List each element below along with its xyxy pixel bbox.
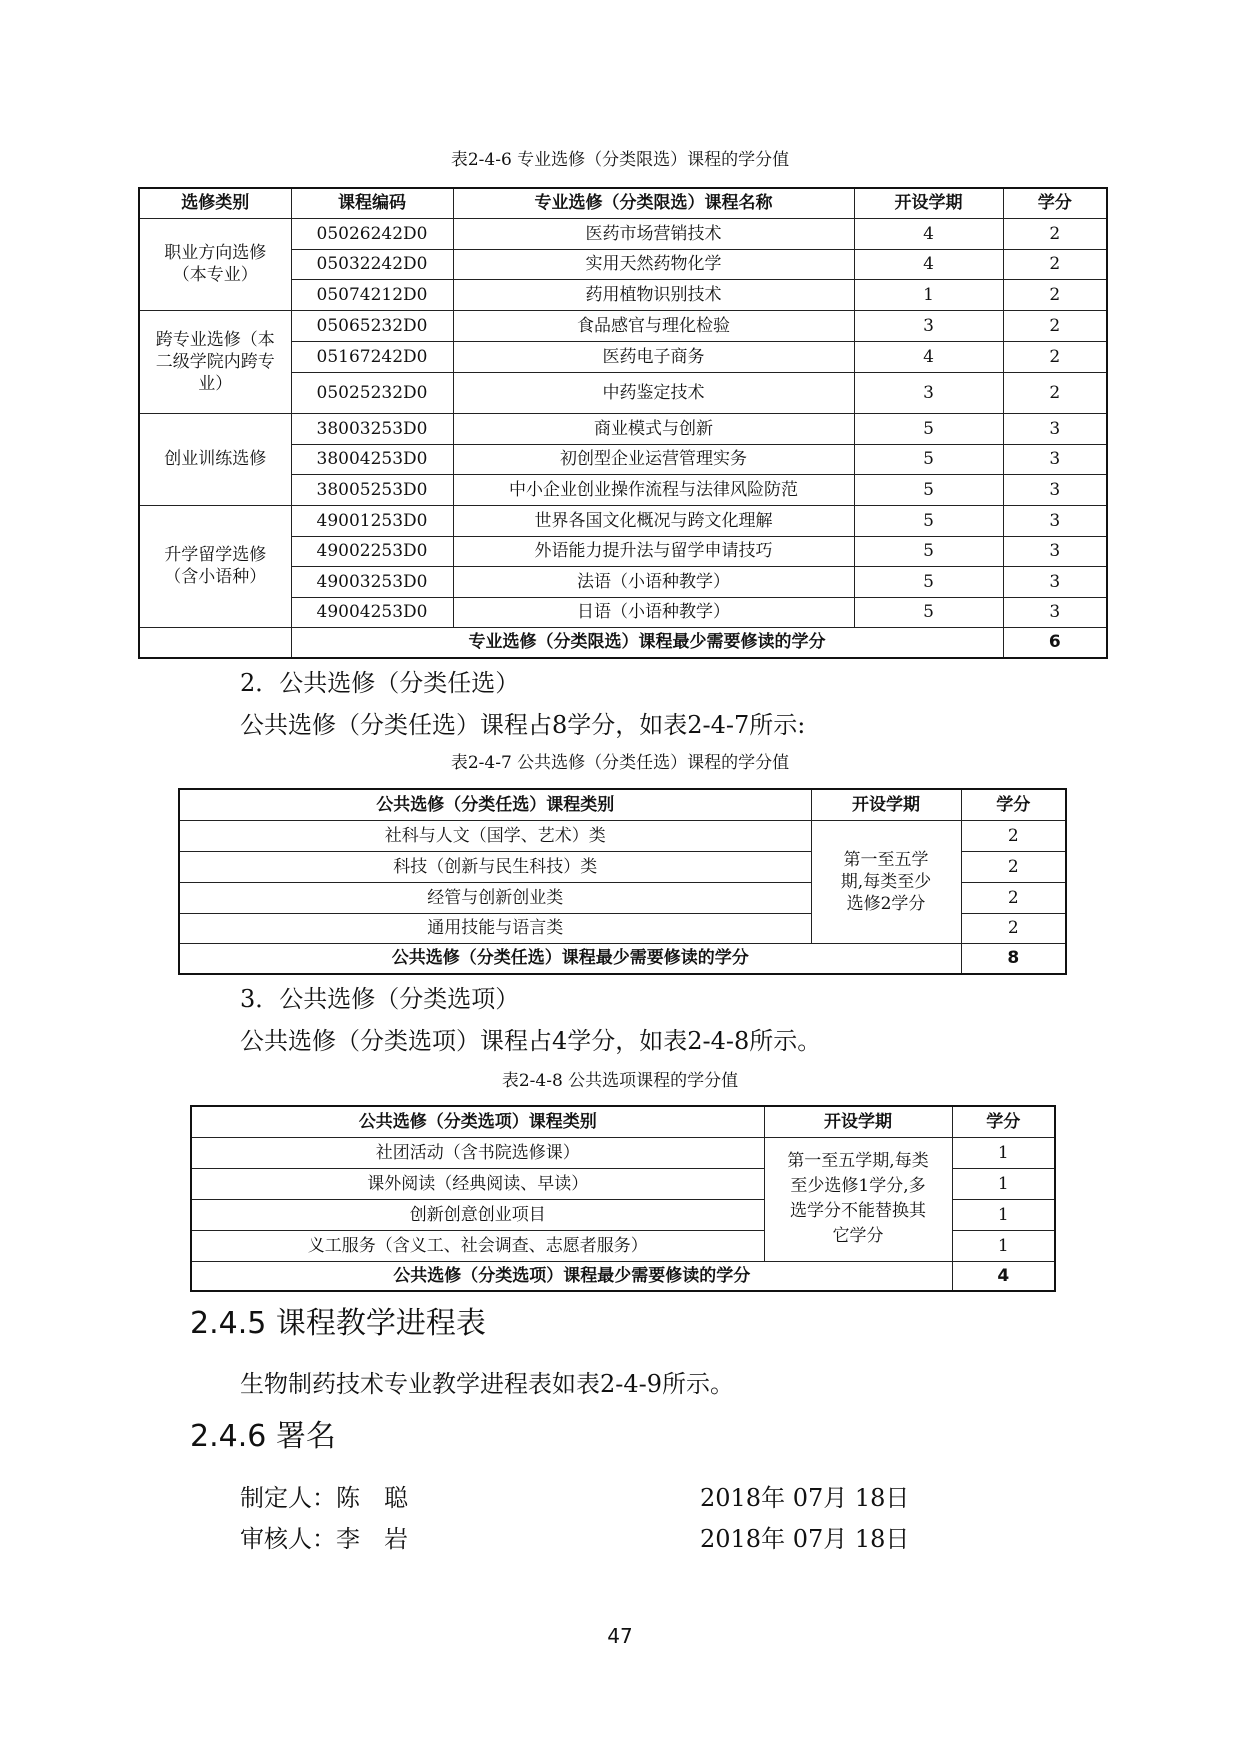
header-semester: 开设学期 [811,789,961,820]
course-name: 世界各国文化概况与跨文化理解 [453,505,854,536]
credit: 3 [1003,597,1107,627]
credit: 2 [961,913,1066,943]
total-empty-cell [139,627,291,658]
course-code: 05026242D0 [291,218,453,249]
semester-note: 第一至五学期,每类至少选修2学分 [811,820,961,943]
table-row [191,1137,1055,1168]
course-code: 05032242D0 [291,249,453,279]
credit: 2 [1003,279,1107,310]
section-2-title: 2．公共选修（分类任选） [240,669,520,697]
credit: 1 [952,1199,1055,1230]
semester: 5 [854,413,1003,444]
section-2-4-5-text: 生物制药技术专业教学进程表如表2-4-9所示。 [240,1370,735,1398]
credit: 3 [1003,413,1107,444]
header-semester: 开设学期 [764,1106,952,1137]
course-name: 中小企业创业操作流程与法律风险防范 [453,474,854,505]
reviewer-name: 审核人：李 岩 [240,1525,408,1553]
course-code: 38005253D0 [291,474,453,505]
table-row [179,820,1066,851]
course-name: 中药鉴定技术 [453,372,854,413]
semester: 3 [854,372,1003,413]
semester: 4 [854,218,1003,249]
header-category: 公共选修（分类选项）课程类别 [191,1106,764,1137]
course-code: 49004253D0 [291,597,453,627]
category-cell: 升学留学选修（含小语种） [139,505,291,627]
course-name: 医药电子商务 [453,341,854,372]
page-number: 47 [607,1624,633,1648]
semester: 5 [854,505,1003,536]
category-cell: 跨专业选修（本二级学院内跨专业） [139,310,291,413]
category-name: 义工服务（含义工、社会调查、志愿者服务） [191,1230,764,1261]
header-credit: 学分 [1003,188,1107,218]
category-name: 通用技能与语言类 [179,913,811,943]
total-value: 8 [961,943,1066,974]
header-credit: 学分 [961,789,1066,820]
course-name: 初创型企业运营管理实务 [453,444,854,474]
total-label: 公共选修（分类选项）课程最少需要修读的学分 [191,1261,952,1291]
header-category: 公共选修（分类任选）课程类别 [179,789,811,820]
course-name: 法语（小语种教学） [453,566,854,597]
signature-row-drafter [240,1483,1040,1513]
credit: 2 [1003,372,1107,413]
section-3-title: 3．公共选修（分类选项） [240,985,520,1013]
course-code: 49002253D0 [291,536,453,566]
drafter-name: 制定人：陈 聪 [240,1484,408,1512]
table-row [139,310,1107,341]
credit: 3 [1003,505,1107,536]
course-name: 医药市场营销技术 [453,218,854,249]
course-name: 食品感官与理化检验 [453,310,854,341]
section-2-4-5-heading: 2.4.5 课程教学进程表 [190,1306,486,1341]
course-code: 38004253D0 [291,444,453,474]
header-category: 选修类别 [139,188,291,218]
total-value: 4 [952,1261,1055,1291]
credit: 2 [1003,310,1107,341]
course-code: 05074212D0 [291,279,453,310]
header-code: 课程编码 [291,188,453,218]
section-3-text: 公共选修（分类选项）课程占4学分，如表2-4-8所示。 [240,1027,822,1055]
semester: 5 [854,536,1003,566]
category-name: 社科与人文（国学、艺术）类 [179,820,811,851]
total-row [179,943,1066,974]
semester: 4 [854,341,1003,372]
semester: 4 [854,249,1003,279]
credit: 2 [1003,218,1107,249]
credit: 2 [961,820,1066,851]
credit: 3 [1003,536,1107,566]
category-cell: 职业方向选修（本专业） [139,218,291,310]
total-label: 专业选修（分类限选）课程最少需要修读的学分 [291,627,1003,658]
table-row [139,505,1107,536]
credit: 2 [961,882,1066,913]
course-code: 05167242D0 [291,341,453,372]
total-row [191,1261,1055,1291]
course-code: 05065232D0 [291,310,453,341]
semester: 5 [854,597,1003,627]
category-name: 社团活动（含书院选修课） [191,1137,764,1168]
credit: 1 [952,1168,1055,1199]
semester: 1 [854,279,1003,310]
credit: 1 [952,1230,1055,1261]
category-name: 科技（创新与民生科技）类 [179,851,811,882]
course-code: 49003253D0 [291,566,453,597]
table-2-4-7 [178,788,1067,975]
category-cell: 创业训练选修 [139,413,291,505]
category-name: 创新创意创业项目 [191,1199,764,1230]
table-row [139,218,1107,249]
total-row [139,627,1107,658]
semester-note: 第一至五学期,每类至少选修1学分,多选学分不能替换其它学分 [764,1137,952,1261]
total-value: 6 [1003,627,1107,658]
credit: 3 [1003,474,1107,505]
header-credit: 学分 [952,1106,1055,1137]
course-name: 实用天然药物化学 [453,249,854,279]
table-row [139,413,1107,444]
table-2-4-8 [190,1105,1056,1292]
category-name: 经管与创新创业类 [179,882,811,913]
credit: 1 [952,1137,1055,1168]
table-caption-2-4-7: 表2-4-7 公共选修（分类任选）课程的学分值 [450,753,790,773]
course-code: 38003253D0 [291,413,453,444]
credit: 3 [1003,566,1107,597]
semester: 5 [854,474,1003,505]
section-2-text: 公共选修（分类任选）课程占8学分，如表2-4-7所示: [240,711,806,739]
course-name: 外语能力提升法与留学申请技巧 [453,536,854,566]
credit: 2 [1003,249,1107,279]
credit: 3 [1003,444,1107,474]
header-course-name: 专业选修（分类限选）课程名称 [453,188,854,218]
course-code: 05025232D0 [291,372,453,413]
course-name: 商业模式与创新 [453,413,854,444]
reviewer-date: 2018年 07月 18日 [700,1525,910,1553]
total-label: 公共选修（分类任选）课程最少需要修读的学分 [179,943,961,974]
course-name: 药用植物识别技术 [453,279,854,310]
signature-row-reviewer [240,1524,1040,1554]
credit: 2 [961,851,1066,882]
table-caption-2-4-6: 表2-4-6 专业选修（分类限选）课程的学分值 [450,150,790,170]
table-caption-2-4-8: 表2-4-8 公共选项课程的学分值 [501,1071,739,1091]
semester: 3 [854,310,1003,341]
semester: 5 [854,444,1003,474]
credit: 2 [1003,341,1107,372]
semester: 5 [854,566,1003,597]
category-name: 课外阅读（经典阅读、早读） [191,1168,764,1199]
section-2-4-6-heading: 2.4.6 署名 [190,1419,336,1454]
header-semester: 开设学期 [854,188,1003,218]
drafter-date: 2018年 07月 18日 [700,1484,910,1512]
course-name: 日语（小语种教学） [453,597,854,627]
table-2-4-6 [138,187,1108,659]
course-code: 49001253D0 [291,505,453,536]
